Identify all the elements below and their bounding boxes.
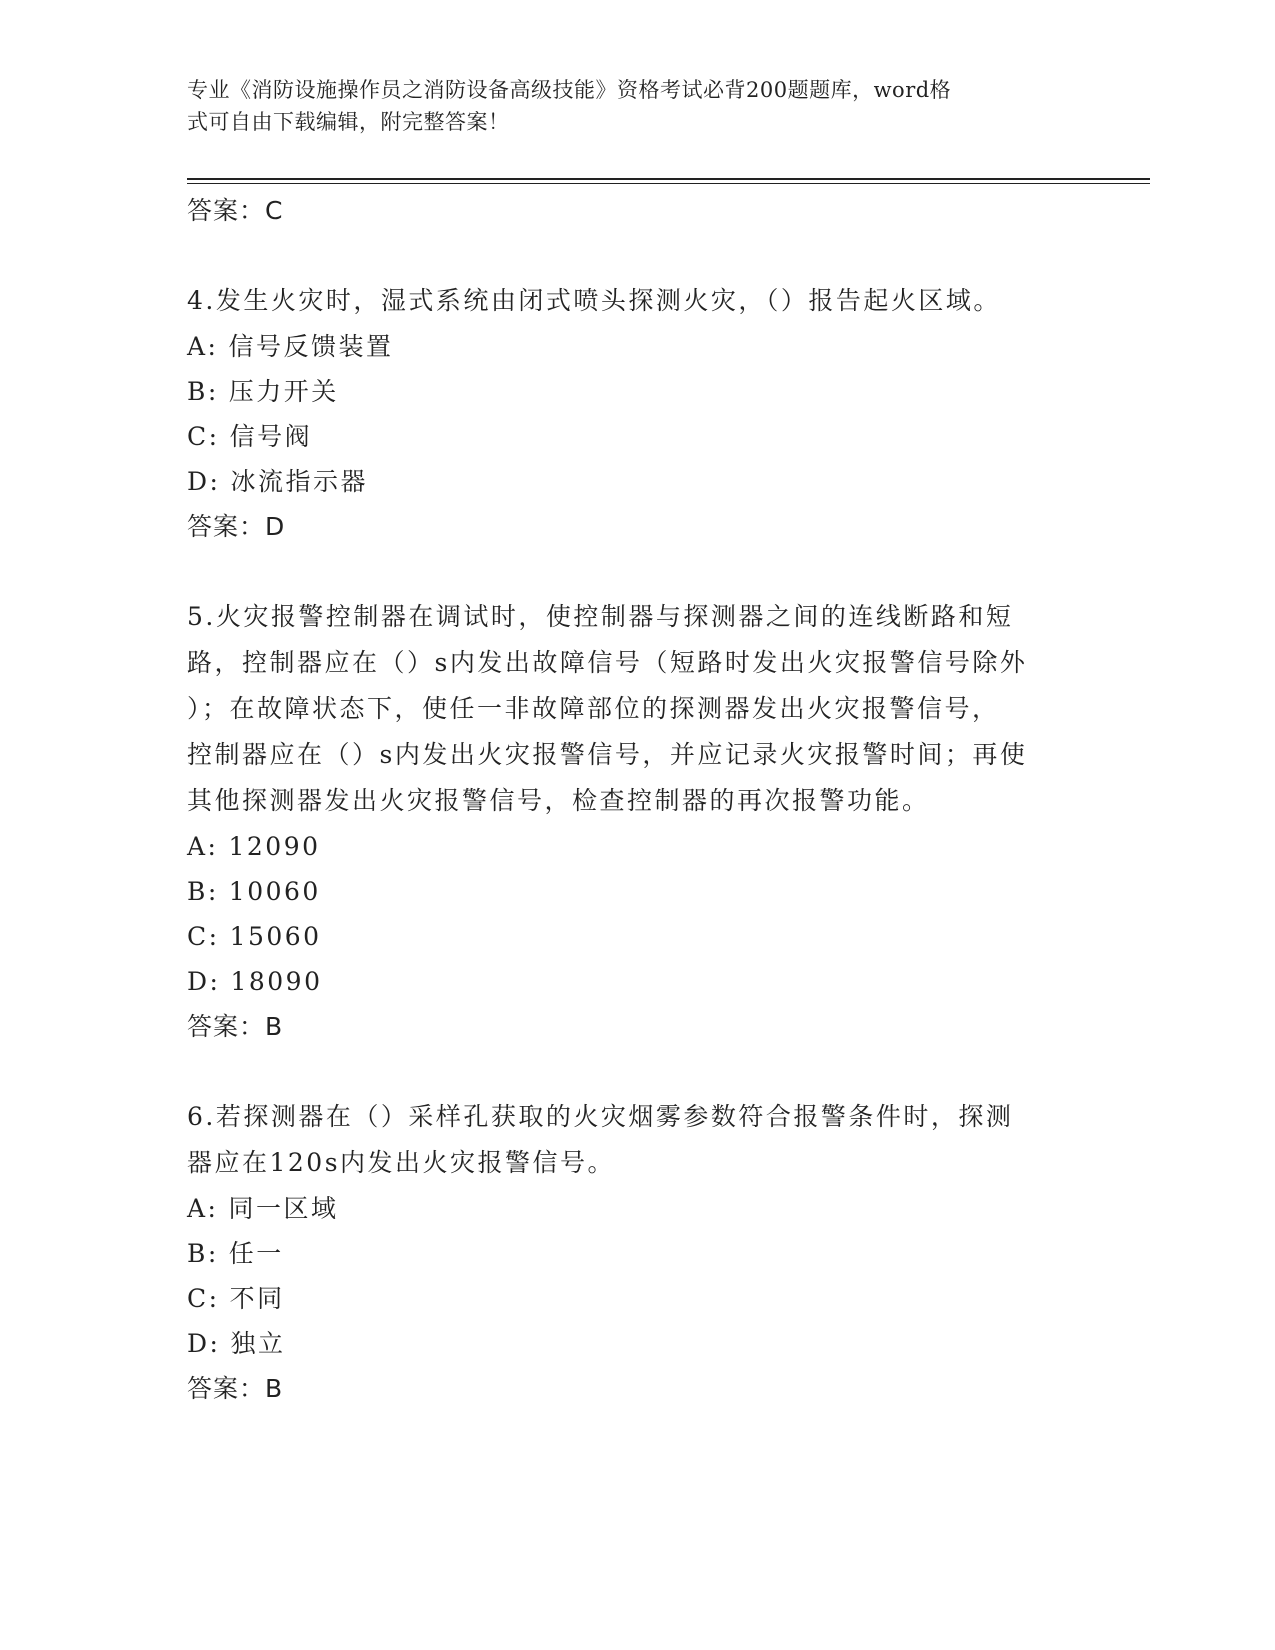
document-header xyxy=(187,74,1087,138)
stem-line: 器应在120s内发出火灾报警信号。 xyxy=(187,1148,616,1177)
option-d xyxy=(187,1321,1087,1366)
option-text: 不同 xyxy=(229,1284,285,1313)
option-text: 信号反馈装置 xyxy=(228,332,394,361)
answer-line: 答案：D xyxy=(187,512,286,541)
option-key: B: xyxy=(187,1239,219,1268)
option-text: 任一 xyxy=(228,1239,284,1268)
option-b xyxy=(187,869,1087,914)
option-key: D: xyxy=(187,467,221,496)
option-a xyxy=(187,824,1087,869)
header-rule-thin xyxy=(187,183,1150,184)
stem-line: 路，控制器应在（）s内发出故障信号（短路时发出火灾报警信号除外 xyxy=(187,648,1028,677)
option-key: A: xyxy=(187,332,219,361)
stem-line: 6.若探测器在（）采样孔获取的火灾烟雾参数符合报警条件时，探测 xyxy=(187,1102,1014,1131)
option-d xyxy=(187,459,1087,504)
option-text: 独立 xyxy=(230,1329,286,1358)
option-d xyxy=(187,959,1087,1004)
header-line: 专业《消防设施操作员之消防设备高级技能》资格考试必背200题题库，word格 xyxy=(187,78,952,102)
option-key: A: xyxy=(187,1194,219,1223)
option-a xyxy=(187,1186,1087,1231)
option-key: C: xyxy=(187,1284,220,1313)
option-text: 信号阀 xyxy=(229,422,313,451)
option-key: C: xyxy=(187,422,220,451)
option-key: C: xyxy=(187,922,220,951)
header-line: 式可自由下载编辑，附完整答案！ xyxy=(187,110,510,134)
header-rule-thick xyxy=(187,178,1150,180)
option-key: B: xyxy=(187,377,219,406)
stem-line: 其他探测器发出火灾报警信号，检查控制器的再次报警功能。 xyxy=(187,786,930,815)
answer-line: 答案：C xyxy=(187,196,284,225)
stem-line: 控制器应在（）s内发出火灾报警信号，并应记录火灾报警时间；再使 xyxy=(187,740,1028,769)
stem-line: 5.火灾报警控制器在调试时，使控制器与探测器之间的连线断路和短 xyxy=(187,602,1014,631)
option-text: 冰流指示器 xyxy=(230,467,368,496)
question-6 xyxy=(187,1094,1087,1412)
option-c xyxy=(187,914,1087,959)
option-key: A: xyxy=(187,832,219,861)
option-text: 压力开关 xyxy=(228,377,339,406)
stem-line: ）；在故障状态下，使任一非故障部位的探测器发出火灾报警信号， xyxy=(187,694,1000,723)
option-b xyxy=(187,369,1087,414)
question-stem xyxy=(187,594,1087,824)
option-key: D: xyxy=(187,967,221,996)
option-text: 12090 xyxy=(228,832,321,861)
question-stem xyxy=(187,278,1087,324)
option-text: 15060 xyxy=(229,922,322,951)
question-stem xyxy=(187,1094,1087,1186)
question-4 xyxy=(187,278,1087,550)
option-text: 同一区域 xyxy=(228,1194,339,1223)
option-c xyxy=(187,414,1087,459)
answer-line: 答案：B xyxy=(187,1012,284,1041)
option-key: D: xyxy=(187,1329,221,1358)
question-5 xyxy=(187,594,1087,1050)
option-text: 18090 xyxy=(230,967,323,996)
option-b xyxy=(187,1231,1087,1276)
answer-line: 答案：B xyxy=(187,1374,284,1403)
option-c xyxy=(187,1276,1087,1321)
stem-line: 4.发生火灾时，湿式系统由闭式喷头探测火灾，（）报告起火区域。 xyxy=(187,286,1001,315)
option-a xyxy=(187,324,1087,369)
option-key: B: xyxy=(187,877,219,906)
document-content xyxy=(187,188,1087,1412)
option-text: 10060 xyxy=(228,877,321,906)
